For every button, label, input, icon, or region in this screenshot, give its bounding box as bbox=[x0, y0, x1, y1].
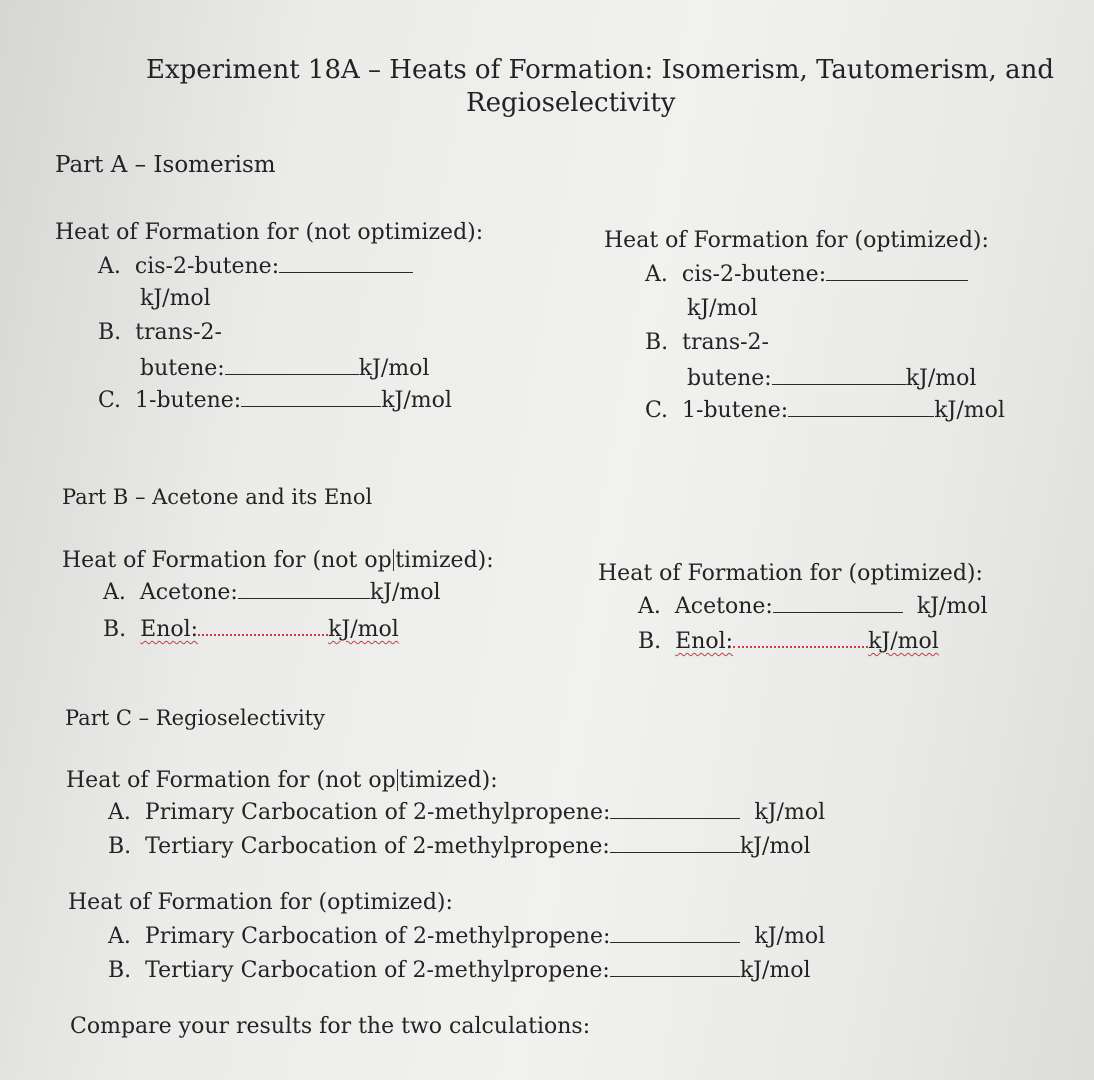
unit-label: kJ/mol bbox=[868, 629, 939, 654]
part-b-right-item-a bbox=[638, 594, 988, 619]
item-letter: B. bbox=[638, 629, 662, 654]
header-text-end: timized): bbox=[399, 768, 498, 793]
unit-label: kJ/mol bbox=[905, 366, 977, 391]
item-letter: A. bbox=[108, 800, 131, 825]
compound-name: Primary Carbocation of 2-methylpropene: bbox=[144, 924, 611, 949]
header-text-start: Heat of Formation for (not op bbox=[66, 768, 396, 793]
answer-blank[interactable] bbox=[610, 834, 740, 853]
answer-blank[interactable] bbox=[610, 800, 740, 819]
compound-name: trans-2- bbox=[682, 330, 769, 355]
text-cursor bbox=[397, 769, 399, 791]
part-b-left-item-b bbox=[103, 616, 399, 642]
answer-blank[interactable] bbox=[788, 398, 934, 417]
unit-label: kJ/mol bbox=[381, 388, 452, 413]
item-letter: B. bbox=[103, 617, 127, 642]
part-c-not-optimized-header bbox=[66, 768, 498, 793]
unit-label: kJ/mol bbox=[369, 580, 441, 605]
answer-blank[interactable] bbox=[610, 924, 740, 943]
answer-blank[interactable] bbox=[772, 366, 906, 385]
item-letter: A. bbox=[645, 262, 668, 287]
item-letter: C. bbox=[645, 398, 669, 423]
unit-label: kJ/mol bbox=[358, 356, 430, 381]
part-a-right-item-b bbox=[645, 330, 769, 355]
answer-blank[interactable] bbox=[279, 254, 413, 273]
part-c-optimized-item-a bbox=[108, 924, 825, 949]
compound-name: Acetone: bbox=[139, 580, 238, 605]
part-a-right-item-a bbox=[645, 262, 968, 287]
part-b-optimized-header: Heat of Formation for (optimized): bbox=[598, 561, 983, 586]
item-letter: A. bbox=[98, 254, 121, 279]
compound-name: cis-2-butene: bbox=[134, 254, 280, 279]
unit-label: kJ/mol bbox=[328, 617, 399, 642]
header-text-end: timized): bbox=[395, 548, 494, 573]
part-a-left-item-b bbox=[98, 320, 222, 345]
document-title-line1: Experiment 18A – Heats of Formation: Isomerism, Tautomerism, and bbox=[146, 55, 1054, 85]
part-a-right-item-c bbox=[645, 398, 1005, 423]
compound-name: Acetone: bbox=[674, 594, 773, 619]
part-a-right-item-b-line2 bbox=[687, 366, 976, 391]
part-a-left-item-b-line2 bbox=[140, 356, 429, 381]
part-b-not-optimized-header bbox=[62, 548, 494, 573]
part-a-left-item-a bbox=[98, 254, 413, 279]
compound-name: Enol: bbox=[675, 629, 734, 654]
compound-name: trans-2- bbox=[135, 320, 222, 345]
part-c-optimized-header: Heat of Formation for (optimized): bbox=[68, 890, 453, 915]
compound-name: butene: bbox=[687, 366, 772, 391]
part-a-not-optimized-header: Heat of Formation for (not optimized): bbox=[55, 220, 484, 245]
unit-label: kJ/mol bbox=[916, 594, 988, 619]
compound-name: Primary Carbocation of 2-methylpropene: bbox=[144, 800, 611, 825]
answer-blank[interactable] bbox=[610, 958, 740, 977]
item-letter: B. bbox=[108, 834, 132, 859]
unit-label: kJ/mol bbox=[739, 958, 811, 983]
part-b-right-item-b bbox=[638, 628, 939, 654]
item-letter: A. bbox=[103, 580, 126, 605]
answer-blank[interactable] bbox=[238, 580, 370, 599]
part-c-heading: Part C – Regioselectivity bbox=[65, 706, 325, 730]
compound-name: Enol: bbox=[140, 617, 199, 642]
text-cursor bbox=[393, 549, 395, 571]
answer-blank[interactable] bbox=[198, 616, 328, 636]
answer-blank[interactable] bbox=[225, 356, 359, 375]
unit-label: kJ/mol bbox=[754, 800, 826, 825]
compound-name: butene: bbox=[140, 356, 225, 381]
compound-name: 1-butene: bbox=[682, 398, 789, 423]
part-b-heading: Part B – Acetone and its Enol bbox=[62, 485, 373, 509]
item-letter: C. bbox=[98, 388, 122, 413]
item-letter: A. bbox=[108, 924, 131, 949]
part-c-not-optimized-item-a bbox=[108, 800, 825, 825]
header-text-start: Heat of Formation for (not op bbox=[62, 548, 392, 573]
part-c-not-optimized-item-b bbox=[108, 834, 811, 859]
part-c-optimized-item-b bbox=[108, 958, 811, 983]
part-a-right-item-a-unit: kJ/mol bbox=[687, 296, 758, 321]
compound-name: cis-2-butene: bbox=[681, 262, 827, 287]
part-a-left-item-a-unit: kJ/mol bbox=[140, 286, 211, 311]
item-letter: A. bbox=[638, 594, 661, 619]
document-title-line2: Regioselectivity bbox=[466, 88, 676, 118]
answer-blank[interactable] bbox=[773, 594, 903, 613]
unit-label: kJ/mol bbox=[739, 834, 811, 859]
compound-name: 1-butene: bbox=[135, 388, 242, 413]
part-b-left-item-a bbox=[103, 580, 441, 605]
part-a-left-item-c bbox=[98, 388, 452, 413]
part-a-heading: Part A – Isomerism bbox=[55, 152, 276, 178]
answer-blank[interactable] bbox=[241, 388, 381, 407]
item-letter: B. bbox=[98, 320, 122, 345]
answer-blank[interactable] bbox=[733, 628, 868, 648]
item-letter: B. bbox=[645, 330, 669, 355]
answer-blank[interactable] bbox=[826, 262, 968, 281]
unit-label: kJ/mol bbox=[754, 924, 826, 949]
part-a-optimized-header: Heat of Formation for (optimized): bbox=[604, 228, 989, 253]
unit-label: kJ/mol bbox=[934, 398, 1005, 423]
compound-name: Tertiary Carbocation of 2-methylpropene: bbox=[145, 958, 610, 983]
compare-prompt: Compare your results for the two calculations: bbox=[70, 1014, 591, 1039]
item-letter: B. bbox=[108, 958, 132, 983]
compound-name: Tertiary Carbocation of 2-methylpropene: bbox=[145, 834, 610, 859]
